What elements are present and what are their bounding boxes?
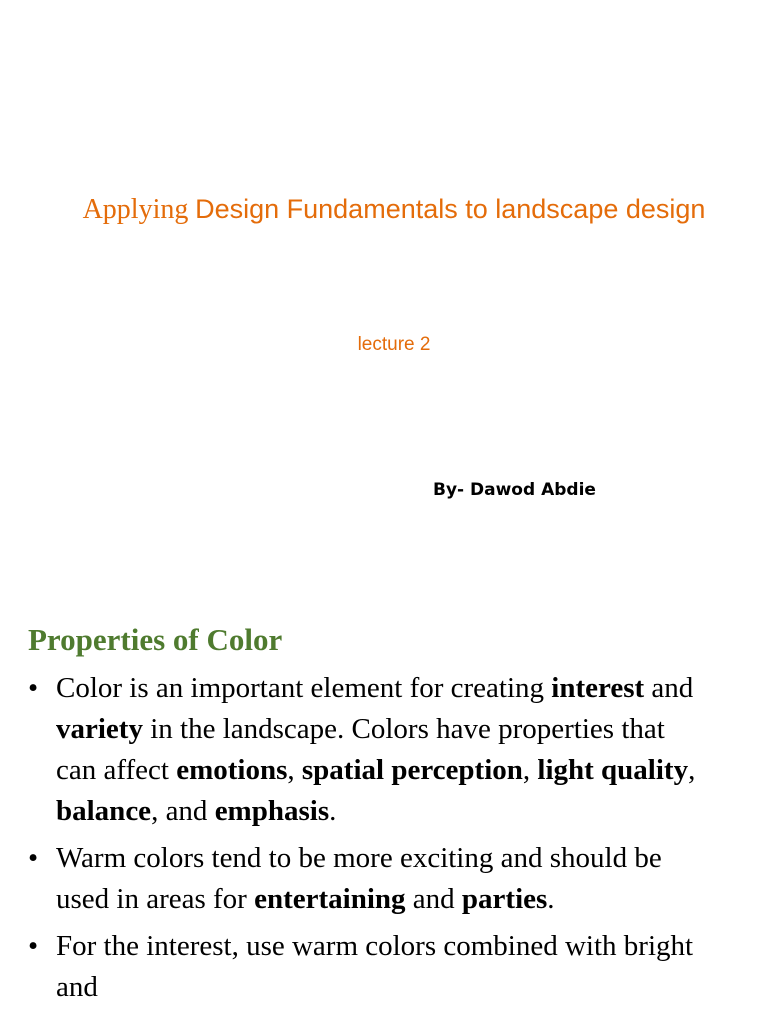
bullet-text: and — [405, 883, 462, 915]
bullet-text: Warm colors tend to be more exciting and should be used in areas for — [56, 842, 662, 915]
bold-term: interest — [551, 672, 645, 704]
bullet-dot: • — [28, 842, 39, 874]
bullet-text: . — [547, 883, 555, 915]
bullet-text: . — [329, 795, 337, 827]
bold-term: light quality — [537, 754, 689, 786]
bullet-text: , — [522, 754, 538, 786]
bullet-text: Color is an important element for creating — [56, 672, 552, 704]
bold-term: balance — [56, 795, 152, 827]
slide-title — [60, 192, 728, 227]
bullet-text: , — [688, 754, 696, 786]
title-part-main: Design Fundamentals to landscape design — [195, 194, 706, 224]
bullet-text: , — [287, 754, 302, 786]
bullet-dot: • — [28, 672, 39, 704]
bullet-text: and — [644, 672, 694, 704]
bold-term: emotions — [176, 754, 288, 786]
bold-term: spatial perception — [301, 754, 523, 786]
lecture-subtitle: lecture 2 — [357, 334, 431, 355]
bold-term: entertaining — [254, 883, 406, 915]
slide-heading: Properties of Color — [28, 622, 283, 657]
bullet-item — [0, 838, 700, 920]
bold-term: emphasis — [214, 795, 330, 827]
bullet-list — [0, 668, 700, 1014]
bold-term: variety — [56, 713, 143, 745]
content-slide — [0, 580, 768, 1024]
bullet-dot: • — [28, 930, 39, 962]
title-part-applying: Applying — [82, 194, 189, 225]
author-credit: By- Dawod Abdie — [433, 480, 596, 500]
bullet-text: For the interest, use warm colors combined with bright and — [56, 930, 694, 1003]
bullet-text: in the landscape. Colors have properties that can affect — [56, 713, 665, 786]
bullet-text: , and — [151, 795, 215, 827]
bold-term: parties — [461, 883, 548, 915]
bullet-item — [0, 926, 700, 1008]
bullet-item — [0, 668, 700, 832]
